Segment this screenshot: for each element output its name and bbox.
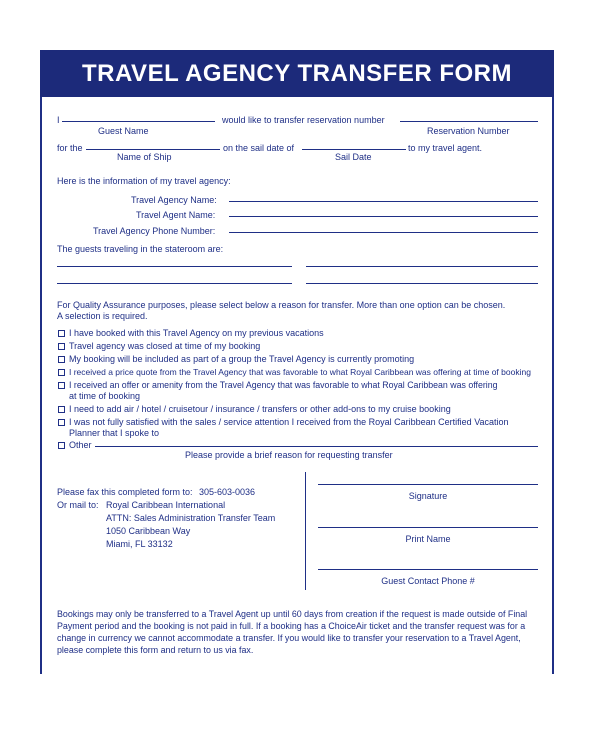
guest-field-2[interactable] [306,266,538,267]
address-line-1: Royal Caribbean International [106,500,226,510]
fax-label: Please fax this completed form to: [57,487,193,497]
sail-date-label: Sail Date [335,152,372,162]
agent-name-label: Travel Agent Name: [136,210,216,220]
reservation-number-label: Reservation Number [427,126,510,136]
fax-number: 305-603-0036 [199,487,256,497]
section-divider [305,472,306,590]
other-reason-field[interactable] [95,446,538,447]
option-label-5-cont: at time of booking [69,391,141,401]
signature-label: Signature [408,491,448,501]
option-label-1: I have booked with this Travel Agency on my previous vacations [69,328,324,338]
option-label-7: I was not fully satisfied with the sales / service attention I received from the Royal Caribbean Certified Vacation [69,417,509,427]
sail-date-field[interactable] [302,149,406,150]
option-label-4: I received a price quote from the Travel Agency that was favorable to what Royal Caribbean was offering at time of booking [69,367,531,377]
print-name-field[interactable] [318,527,538,528]
footer-line-2: Payment period and the booking is not paid in full. If a booking has a ChoiceAir ticket and the transfer request was for a [57,621,526,631]
mail-label: Or mail to: [57,500,99,510]
option-checkbox-5[interactable] [58,382,65,389]
guests-heading: The guests traveling in the stateroom are: [57,244,224,254]
print-name-label: Print Name [405,534,451,544]
footer-line-3: change in currency we cannot accommodate a transfer. If you would like to transfer your reservation to a Travel Agent, [57,633,521,643]
guest-name-field[interactable] [62,121,215,122]
would-like-text: would like to transfer reservation number [222,115,385,125]
ship-name-field[interactable] [86,149,220,150]
contact-phone-label: Guest Contact Phone # [381,576,475,586]
agency-heading: Here is the information of my travel agency: [57,176,231,186]
agent-name-field[interactable] [229,216,538,217]
footer-line-4: please complete this form and return to us via fax. [57,645,254,655]
option-label-2: Travel agency was closed at time of my booking [69,341,261,351]
option-checkbox-7[interactable] [58,419,65,426]
form-title: TRAVEL AGENCY TRANSFER FORM [40,50,554,97]
guest-field-1[interactable] [57,266,292,267]
ship-name-label: Name of Ship [117,152,172,162]
option-checkbox-3[interactable] [58,356,65,363]
quality-text-1: For Quality Assurance purposes, please select below a reason for transfer. More than one option can be chosen. [57,300,506,310]
brief-reason-label: Please provide a brief reason for requesting transfer [185,450,393,460]
address-line-4: Miami, FL 33132 [106,539,173,549]
guest-field-3[interactable] [57,283,292,284]
i-label: I [57,115,60,125]
option-label-6: I need to add air / hotel / cruisetour / insurance / transfers or other add-ons to my cruise booking [69,404,451,414]
option-label-7-cont: Planner that I spoke to [69,428,160,438]
address-line-2: ATTN: Sales Administration Transfer Team [106,513,276,523]
for-the-text: for the [57,143,83,153]
address-line-3: 1050 Caribbean Way [106,526,191,536]
on-sail-date-text: on the sail date of [223,143,295,153]
option-checkbox-6[interactable] [58,406,65,413]
quality-text-2: A selection is required. [57,311,148,321]
signature-field[interactable] [318,484,538,485]
to-agent-text: to my travel agent. [408,143,483,153]
option-checkbox-other[interactable] [58,442,65,449]
agency-phone-label: Travel Agency Phone Number: [93,226,216,236]
option-checkbox-1[interactable] [58,330,65,337]
guest-name-label: Guest Name [98,126,149,136]
guest-field-4[interactable] [306,283,538,284]
option-checkbox-2[interactable] [58,343,65,350]
option-checkbox-4[interactable] [58,369,65,376]
agency-phone-field[interactable] [229,232,538,233]
option-label-other: Other [69,440,92,450]
agency-name-label: Travel Agency Name: [131,195,217,205]
contact-phone-field[interactable] [318,569,538,570]
agency-name-field[interactable] [229,201,538,202]
option-label-3: My booking will be included as part of a group the Travel Agency is currently promoting [69,354,415,364]
footer-line-1: Bookings may only be transferred to a Travel Agent up until 60 days from creation if the request is made outside of Final [57,609,528,619]
option-label-5: I received an offer or amenity from the Travel Agency that was favorable to what Royal Caribbean was offering [69,380,498,390]
reservation-number-field[interactable] [400,121,538,122]
